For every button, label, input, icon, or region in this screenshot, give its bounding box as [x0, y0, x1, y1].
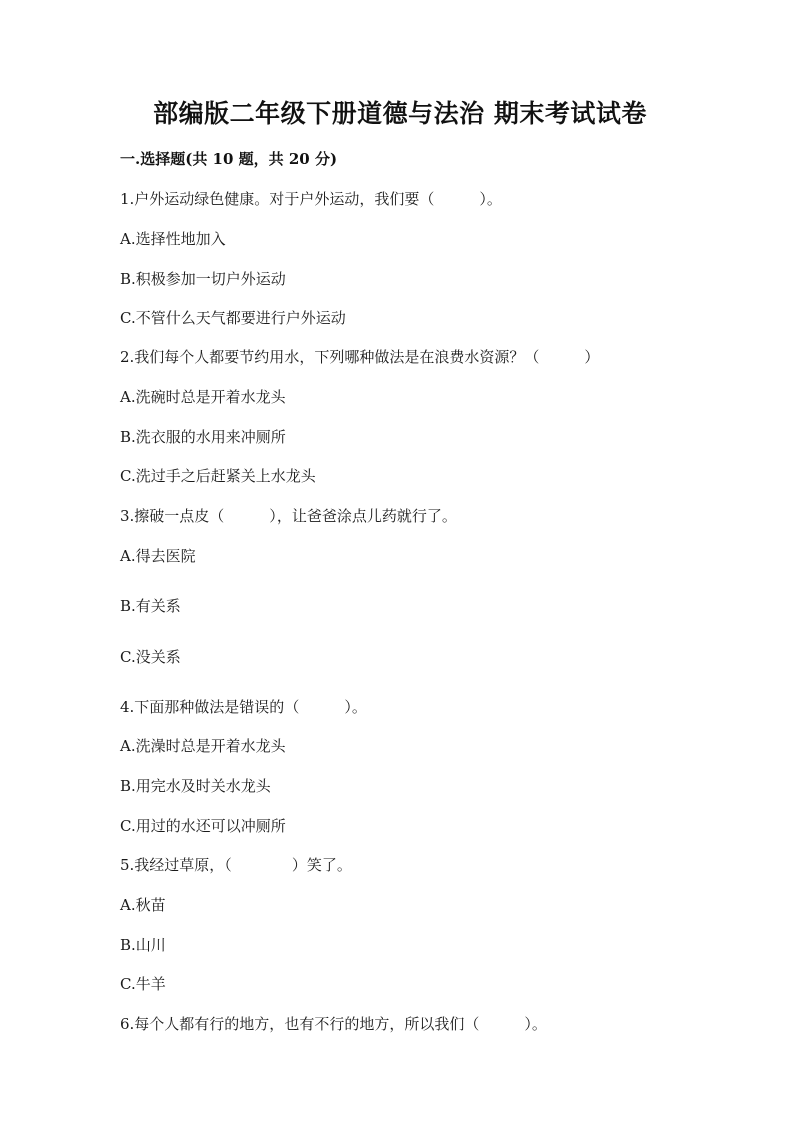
question-3-option-b: B.有关系: [120, 597, 181, 615]
question-1-option-a: A.选择性地加入: [120, 230, 226, 248]
question-1-stem: 1.户外运动绿色健康。对于户外运动，我们要（ ）。: [120, 190, 502, 208]
question-5-option-c: C.牛羊: [120, 975, 166, 993]
question-3-option-a: A.得去医院: [120, 547, 196, 565]
question-4-option-b: B.用完水及时关水龙头: [120, 777, 271, 795]
question-4-stem: 4.下面那种做法是错误的（ ）。: [120, 698, 367, 716]
section-heading: 一.选择题(共 10 题，共 20 分): [120, 150, 338, 168]
question-5-option-b: B.山川: [120, 936, 166, 954]
question-3-option-c: C.没关系: [120, 648, 181, 666]
question-2-option-b: B.洗衣服的水用来冲厕所: [120, 428, 286, 446]
question-1-option-c: C.不管什么天气都要进行户外运动: [120, 309, 346, 327]
question-5-stem: 5.我经过草原，（ ）笑了。: [120, 856, 352, 874]
page-title: 部编版二年级下册道德与法治 期末考试试卷: [153, 99, 647, 128]
question-4-option-c: C.用过的水还可以冲厕所: [120, 817, 286, 835]
question-2-stem: 2.我们每个人都要节约用水，下列哪种做法是在浪费水资源？（ ）: [120, 348, 600, 366]
question-3-stem: 3.擦破一点皮（ ），让爸爸涂点儿药就行了。: [120, 507, 457, 525]
question-6-stem: 6.每个人都有行的地方，也有不行的地方，所以我们（ ）。: [120, 1015, 547, 1033]
question-5-option-a: A.秋苗: [120, 896, 166, 914]
question-2-option-c: C.洗过手之后赶紧关上水龙头: [120, 467, 316, 485]
question-4-option-a: A.洗澡时总是开着水龙头: [120, 737, 286, 755]
question-1-option-b: B.积极参加一切户外运动: [120, 270, 286, 288]
question-2-option-a: A.洗碗时总是开着水龙头: [120, 388, 286, 406]
